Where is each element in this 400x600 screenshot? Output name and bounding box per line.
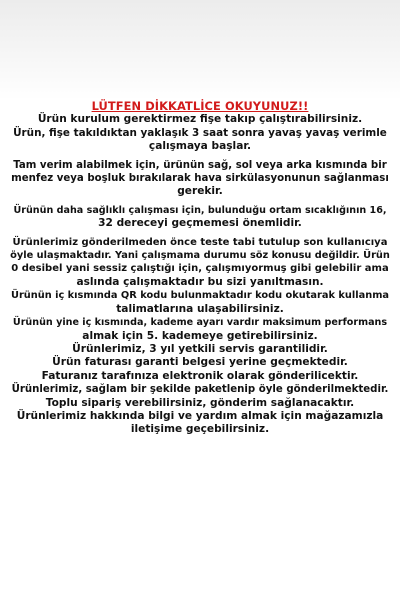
notice-line: Ürün faturası garanti belgesi yerine geçmektedir. — [52, 356, 348, 369]
notice-line: gerekir. — [177, 185, 223, 198]
notice-block — [10, 100, 390, 437]
notice-line: Ürünlerimiz, sağlam bir şekilde paketlenip öyle gönderilmektedir. — [11, 384, 389, 396]
notice-line: Ürünlerimiz gönderilmeden önce teste tabi tutulup son kullanıcıya — [12, 236, 388, 248]
notice-line: Ürünün yine iç kısmında, kademe ayarı vardır maksimum performans — [12, 317, 388, 329]
notice-line: öyle ulaşmaktadır. Yani çalışmama durumu söz konusu değildir. Ürün — [10, 250, 390, 262]
notice-line: Ürün kurulum gerektirmez fişe takıp çalıştırabilirsiniz. — [37, 113, 363, 126]
notice-line: Toplu sipariş verebilirsiniz, gönderim sağlanacaktır. — [45, 396, 355, 409]
notice-line: Ürünün iç kısmında QR kodu bulunmaktadır kodu okutarak kullanma — [10, 290, 390, 302]
notice-line: Ürünlerimiz, 3 yıl yetkili servis garantilidir. — [72, 342, 328, 355]
notice-line: Tam verim alabilmek için, ürünün sağ, sol veya arka kısmında bir — [13, 159, 387, 171]
notice-lines — [10, 113, 390, 436]
notice-line: almak için 5. kademeye getirebilirsiniz. — [82, 329, 318, 342]
notice-title: LÜTFEN DİKKATLİCE OKUYUNUZ!! — [91, 99, 309, 113]
notice-line: Ürünlerimiz hakkında bilgi ve yardım almak için mağazamızla — [16, 409, 384, 422]
notice-line: menfez veya boşluk bırakılarak hava sirkülasyonunun sağlanması — [11, 173, 389, 185]
notice-line: iletişime geçebilirsiniz. — [130, 423, 270, 436]
notice-line: Ürün, fişe takıldıktan yaklaşık 3 saat sonra yavaş yavaş verimle — [13, 126, 387, 139]
notice-line: talimatlarına ulaşabilirsiniz. — [116, 302, 284, 315]
notice-line: 32 dereceyi geçmemesi önemlidir. — [98, 217, 302, 230]
notice-line: Ürünün daha sağlıklı çalışması için, bulunduğu ortam sıcaklığının 16, — [13, 204, 387, 216]
top-shade — [0, 0, 400, 100]
notice-line: 0 desibel yani sessiz çalıştığı için, çalışmıyormuş gibi gelebilir ama — [11, 263, 389, 275]
notice-line: aslında çalışmaktadır bu sizi yanıltmasın. — [76, 275, 324, 288]
notice-line: Faturanız tarafınıza elektronik olarak gönderilicektir. — [41, 369, 359, 382]
notice-line: çalışmaya başlar. — [148, 140, 252, 153]
